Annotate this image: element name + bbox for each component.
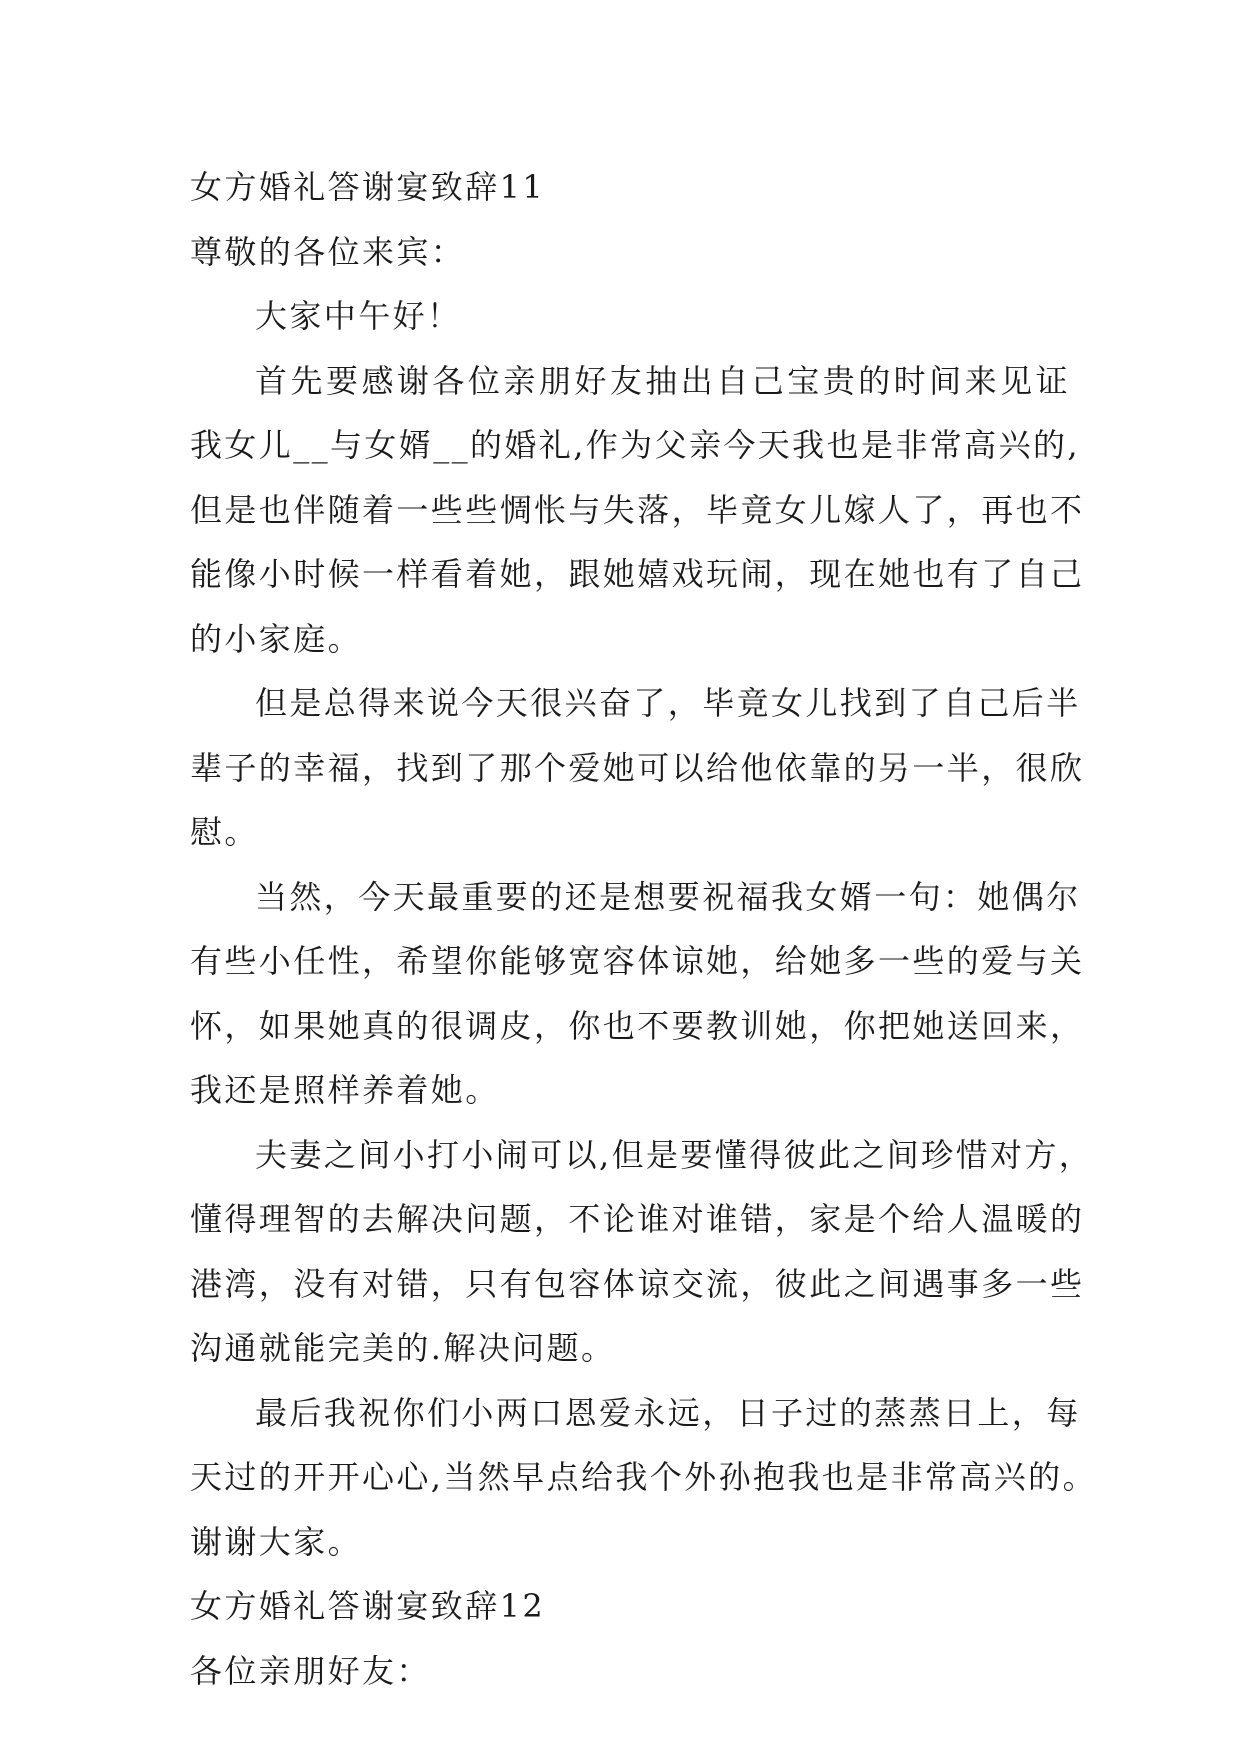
greeting: 大家中午好！ bbox=[255, 297, 462, 335]
paragraph-line: 我女儿__与女婿__的婚礼,作为父亲今天我也是非常高兴的, bbox=[190, 426, 1080, 464]
paragraph-3 bbox=[190, 865, 1085, 1123]
salutation-friends: 各位亲朋好友： bbox=[190, 1651, 431, 1690]
paragraph-line: 但是也伴随着一些些惆怅与失落，毕竟女儿嫁人了，再也不 bbox=[190, 490, 1085, 529]
paragraph-line: 的小家庭。 bbox=[190, 619, 363, 658]
paragraph-1 bbox=[190, 349, 1085, 672]
paragraph-2 bbox=[190, 671, 1085, 865]
paragraph-4 bbox=[190, 1123, 1094, 1381]
paragraph-5 bbox=[190, 1381, 1097, 1575]
paragraph-line: 最后我祝你们小两口恩爱永远，日子过的蒸蒸日上，每 bbox=[255, 1393, 1081, 1432]
paragraph-line: 首先要感谢各位亲朋好友抽出自己宝贵的时间来见证 bbox=[255, 361, 1070, 400]
paragraph-line: 懂得理智的去解决问题，不论谁对谁错，家是个给人温暖的 bbox=[190, 1200, 1085, 1238]
paragraph-line: 慰。 bbox=[190, 813, 259, 851]
paragraph-line: 怀，如果她真的很调皮，你也不要教训她，你把她送回来， bbox=[190, 1006, 1085, 1045]
paragraph-line: 辈子的幸福，找到了那个爱她可以给他依靠的另一半，很欣 bbox=[190, 748, 1085, 787]
salutation-guests: 尊敬的各位来宾： bbox=[190, 232, 466, 271]
paragraph-line: 天过的开开心心,当然早点给我个外孙抱我也是非常高兴的。 bbox=[190, 1458, 1097, 1496]
paragraph-line: 我还是照样养着她。 bbox=[190, 1071, 500, 1109]
document-page bbox=[190, 155, 1097, 1703]
section-heading-11: 女方婚礼答谢宴致辞11 bbox=[190, 168, 546, 206]
paragraph-line: 但是总得来说今天很兴奋了，毕竟女儿找到了自己后半 bbox=[255, 684, 1081, 722]
paragraph-line: 能像小时候一样看着她，跟她嬉戏玩闹，现在她也有了自己 bbox=[190, 555, 1085, 593]
paragraph-line: 当然，今天最重要的还是想要祝福我女婿一句：她偶尔 bbox=[255, 877, 1081, 916]
paragraph-line: 沟通就能完美的.解决问题。 bbox=[190, 1329, 616, 1367]
section-heading-12: 女方婚礼答谢宴致辞12 bbox=[190, 1587, 546, 1625]
paragraph-line: 港湾，没有对错，只有包容体谅交流，彼此之间遇事多一些 bbox=[190, 1264, 1085, 1303]
paragraph-line: 有些小任性，希望你能够宽容体谅她，给她多一些的爱与关 bbox=[190, 942, 1085, 980]
paragraph-line: 夫妻之间小打小闹可以,但是要懂得彼此之间珍惜对方， bbox=[255, 1135, 1094, 1174]
paragraph-line: 谢谢大家。 bbox=[190, 1522, 363, 1561]
